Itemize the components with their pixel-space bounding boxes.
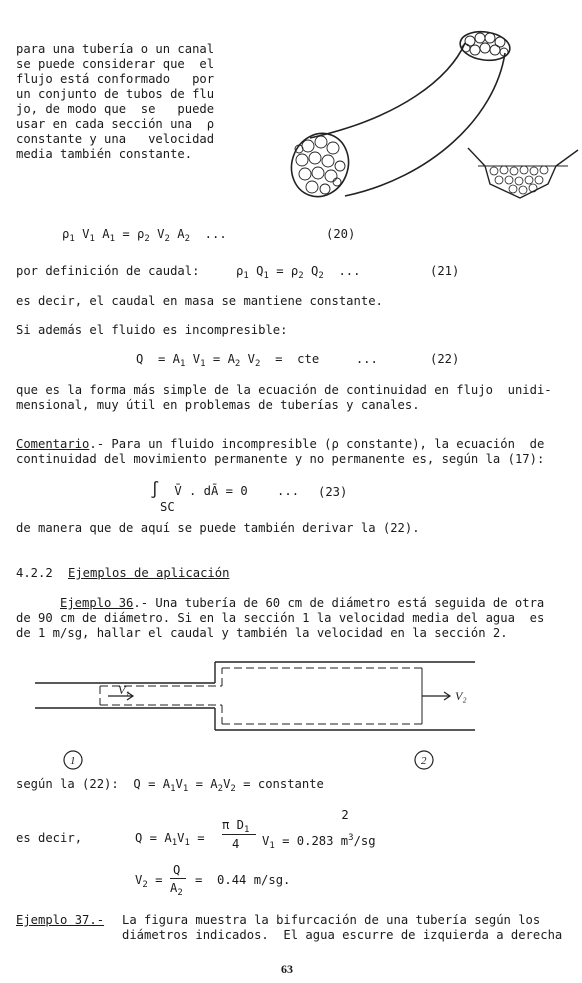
v2-result: = 0.44 m/sg. — [195, 873, 291, 887]
flow-result: $V_1 = 0.283$ $m^3/sg$ — [262, 833, 376, 851]
paragraph-forma: mensional, muy útil en problemas de tuberías y canales. — [16, 398, 420, 412]
section-number: 4.2.2 — [16, 566, 53, 580]
ejemplo-37-line: La figura muestra la bifurcación de una tubería según los — [122, 913, 541, 927]
comentario-line: continuidad del movimiento permanente y no permanente es, según la (17): — [16, 452, 545, 466]
intro-line: flujo está conformado por — [16, 72, 215, 86]
equation-20: $\rho_1$ $V_1$ $A_1 = \rho_2$ $V_2$ $A_2$ ... — [62, 227, 227, 244]
section-2-label: 2 — [421, 755, 427, 767]
ejemplo-37-label: Ejemplo 37.- — [16, 913, 105, 927]
fraction-bar — [222, 834, 256, 835]
equation-number: (22) — [430, 352, 460, 366]
intro-line: un conjunto de tubos de flu — [16, 87, 215, 101]
v2-fraction-bar — [170, 878, 186, 879]
fraction-numerator: π $D_1$ — [222, 818, 250, 835]
ejemplo-36-line: de 90 cm de diámetro. Si en la sección 1 la velocidad media del agua es — [16, 611, 545, 625]
solution-line: según la (22): $Q = A_1V_1 = A_2V_2$ = constante — [16, 777, 324, 794]
paragraph-incompresible: Si además el fluido es incompresible: — [16, 323, 288, 337]
v2-equation: $V_2$ = — [135, 873, 170, 890]
page-number: 63 — [281, 962, 293, 976]
es-decir-label: es decir, — [16, 831, 83, 845]
ejemplo-36-line: de 1 m/sg, hallar el caudal y también la velocidad en la sección 2. — [16, 626, 508, 640]
ejemplo-37-line: diámetros indicados. El agua escurre de izquierda a derecha — [122, 928, 563, 942]
intro-line: para una tubería o un canal — [16, 42, 215, 56]
flow-equation: $Q = A_1V_1$ = — [135, 831, 212, 848]
equation-number: (20) — [326, 227, 356, 241]
equation-22: $Q = A_1$ $V_1 = A_2$ $V_2$ = cte ... — [136, 352, 378, 369]
equation-number: (23) — [318, 485, 348, 499]
fraction-2: 2 — [224, 808, 349, 822]
section-1-label: 1 — [70, 755, 76, 767]
fraction-denominator: 4 — [232, 837, 240, 851]
v2-numerator: Q — [173, 863, 181, 877]
pipe-expansion-figure — [30, 650, 550, 785]
comentario-line: Comentario.- Para un fluido incompresible (ρ constante), la ecuación de — [16, 437, 545, 451]
paragraph-derivar: de manera que de aquí se puede también derivar la (22). — [16, 521, 420, 535]
equation-21: $\rho_1$ $Q_1 = \rho_2$ $Q_2$ ... — [236, 264, 361, 281]
paragraph-masa: es decir, el caudal en masa se mantiene constante. — [16, 294, 383, 308]
intro-line: se puede considerar que el — [16, 57, 215, 71]
integral-subscript: SC — [160, 500, 175, 514]
intro-line: usar en cada sección una ρ — [16, 117, 215, 131]
paragraph-forma: que es la forma más simple de la ecuación de continuidad en flujo unidi- — [16, 383, 552, 397]
equation-23: ∫ V̄ . dĀ = 0 ... — [150, 480, 300, 499]
v2-denominator: $A_2$ — [170, 881, 183, 898]
stream-tube-figure — [280, 8, 580, 208]
intro-line: constante y una velocidad — [16, 132, 215, 146]
equation-number: (21) — [430, 264, 460, 278]
intro-line: media también constante. — [16, 147, 193, 161]
ejemplo-36-line: Ejemplo 36.- Una tubería de 60 cm de diámetro está seguida de otra — [60, 596, 545, 610]
equation-21-prefix: por definición de caudal: — [16, 264, 200, 278]
v2-label: V₂ — [455, 689, 467, 703]
v1-label: V₁ — [118, 683, 130, 697]
section-title: Ejemplos de aplicación — [68, 566, 230, 580]
intro-line: jo, de modo que se puede — [16, 102, 215, 116]
